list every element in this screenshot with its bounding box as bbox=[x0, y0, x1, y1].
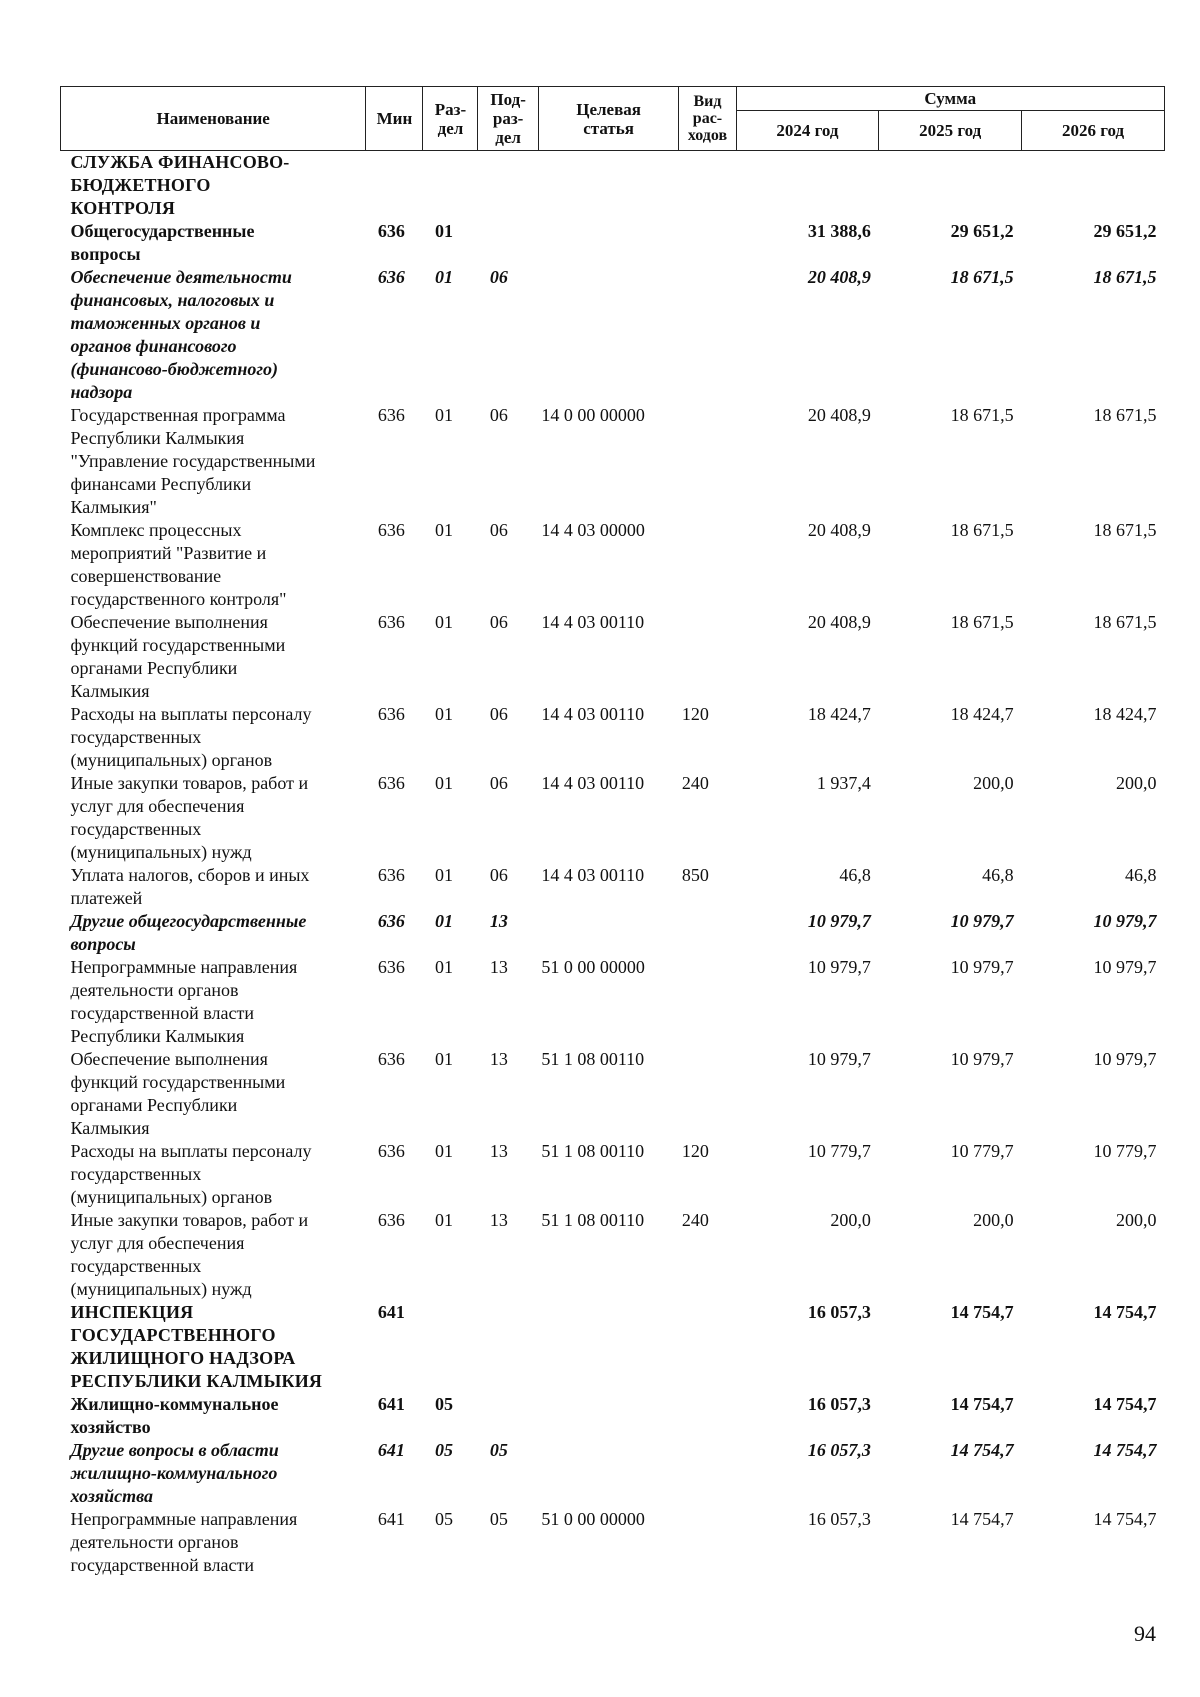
cell-vid-rashodov bbox=[679, 611, 736, 703]
cell-year-2024: 31 388,6 bbox=[807, 221, 871, 241]
cell-celevaya-statya: 51 1 08 00110 bbox=[541, 1049, 645, 1069]
cell-min: 636 bbox=[377, 221, 405, 241]
cell-celevaya-statya bbox=[538, 1393, 679, 1439]
cell-year-2024 bbox=[736, 151, 879, 221]
cell-min: 636 bbox=[377, 1049, 405, 1069]
cell-podrazdel: 06 bbox=[489, 612, 508, 632]
cell-razdel: 01 bbox=[434, 911, 453, 931]
cell-razdel: 01 bbox=[434, 865, 453, 885]
cell-razdel: 01 bbox=[434, 1049, 453, 1069]
cell-min: 641 bbox=[377, 1440, 405, 1460]
cell-razdel: 05 bbox=[434, 1394, 453, 1414]
cell-razdel bbox=[423, 151, 478, 221]
cell-year-2026: 10 779,7 bbox=[1093, 1141, 1157, 1161]
cell-min: 636 bbox=[377, 911, 405, 931]
cell-podrazdel: 13 bbox=[489, 1141, 508, 1161]
header-year-2026: 2026 год bbox=[1022, 111, 1165, 151]
cell-year-2025: 18 671,5 bbox=[950, 612, 1014, 632]
cell-celevaya-statya bbox=[538, 220, 679, 266]
cell-vid-rashodov: 120 bbox=[681, 1141, 709, 1161]
table-row bbox=[61, 519, 1165, 611]
cell-celevaya-statya: 14 4 03 00110 bbox=[541, 773, 645, 793]
cell-podrazdel: 06 bbox=[489, 773, 508, 793]
cell-year-2024: 10 979,7 bbox=[807, 1049, 871, 1069]
cell-year-2026: 18 671,5 bbox=[1093, 267, 1157, 287]
cell-year-2025: 200,0 bbox=[973, 773, 1014, 793]
cell-podrazdel: 05 bbox=[489, 1440, 508, 1460]
cell-year-2025: 200,0 bbox=[973, 1210, 1014, 1230]
cell-name: Иные закупки товаров, работ и услуг для обеспечения государственных (муниципальных) нужд bbox=[70, 773, 309, 862]
table-row bbox=[61, 1140, 1165, 1209]
table-row bbox=[61, 1508, 1165, 1577]
header-vid-rashodov: Вид рас- ходов bbox=[679, 87, 736, 151]
cell-razdel: 01 bbox=[434, 1210, 453, 1230]
cell-year-2026: 14 754,7 bbox=[1093, 1302, 1157, 1322]
table-row bbox=[61, 1301, 1165, 1393]
header-podrazdel: Под- раз- дел bbox=[478, 87, 538, 151]
cell-name: Иные закупки товаров, работ и услуг для обеспечения государственных (муниципальных) нужд bbox=[70, 1210, 309, 1299]
cell-podrazdel: 06 bbox=[489, 267, 508, 287]
cell-celevaya-statya: 14 4 03 00110 bbox=[541, 704, 645, 724]
cell-celevaya-statya: 14 4 03 00110 bbox=[541, 865, 645, 885]
table-row bbox=[61, 404, 1165, 519]
cell-year-2024: 46,8 bbox=[839, 865, 871, 885]
cell-min: 641 bbox=[377, 1394, 405, 1414]
table-row bbox=[61, 220, 1165, 266]
cell-min: 636 bbox=[377, 520, 405, 540]
table-row bbox=[61, 1209, 1165, 1301]
header-razdel: Раз- дел bbox=[423, 87, 478, 151]
cell-vid-rashodov: 240 bbox=[681, 773, 709, 793]
cell-year-2025: 18 424,7 bbox=[950, 704, 1014, 724]
cell-celevaya-statya: 51 1 08 00110 bbox=[541, 1210, 645, 1230]
cell-podrazdel: 13 bbox=[489, 1210, 508, 1230]
cell-name: Государственная программа Республики Калмыкия "Управление государственными финансами Республики Калмыкия" bbox=[70, 405, 316, 517]
cell-min: 636 bbox=[377, 1210, 405, 1230]
table-row bbox=[61, 910, 1165, 956]
cell-year-2024: 10 779,7 bbox=[807, 1141, 871, 1161]
cell-podrazdel: 06 bbox=[489, 405, 508, 425]
cell-razdel: 01 bbox=[434, 405, 453, 425]
cell-podrazdel bbox=[478, 220, 538, 266]
cell-min: 641 bbox=[377, 1509, 405, 1529]
cell-year-2025: 29 651,2 bbox=[950, 221, 1014, 241]
budget-table bbox=[60, 86, 1165, 1577]
cell-celevaya-statya: 51 0 00 00000 bbox=[541, 1509, 645, 1529]
cell-year-2025: 10 979,7 bbox=[950, 1049, 1014, 1069]
cell-min: 636 bbox=[377, 1141, 405, 1161]
cell-vid-rashodov bbox=[679, 266, 736, 404]
cell-min: 636 bbox=[377, 957, 405, 977]
cell-year-2025: 10 979,7 bbox=[950, 911, 1014, 931]
cell-year-2025: 10 979,7 bbox=[950, 957, 1014, 977]
cell-year-2026: 10 979,7 bbox=[1093, 911, 1157, 931]
cell-year-2024: 16 057,3 bbox=[807, 1394, 871, 1414]
table-row bbox=[61, 864, 1165, 910]
cell-vid-rashodov bbox=[679, 1301, 736, 1393]
cell-year-2025: 18 671,5 bbox=[950, 267, 1014, 287]
cell-celevaya-statya: 51 1 08 00110 bbox=[541, 1141, 645, 1161]
cell-razdel: 01 bbox=[434, 221, 453, 241]
header-celevaya-statya: Целевая статья bbox=[538, 87, 679, 151]
cell-year-2024: 16 057,3 bbox=[807, 1302, 871, 1322]
cell-year-2026: 46,8 bbox=[1125, 865, 1157, 885]
header-year-2024: 2024 год bbox=[736, 111, 879, 151]
cell-year-2025 bbox=[879, 151, 1022, 221]
table-row bbox=[61, 611, 1165, 703]
cell-year-2025: 46,8 bbox=[982, 865, 1014, 885]
cell-year-2026: 14 754,7 bbox=[1093, 1440, 1157, 1460]
cell-podrazdel: 06 bbox=[489, 520, 508, 540]
cell-year-2026: 18 671,5 bbox=[1093, 405, 1157, 425]
cell-name: Другие общегосударственные вопросы bbox=[70, 911, 307, 954]
cell-year-2025: 10 779,7 bbox=[950, 1141, 1014, 1161]
cell-name: Обеспечение деятельности финансовых, налоговых и таможенных органов и органов финансового (финансово-бюджетного) надзора bbox=[70, 267, 292, 402]
cell-podrazdel: 13 bbox=[489, 1049, 508, 1069]
cell-year-2024: 20 408,9 bbox=[807, 267, 871, 287]
cell-vid-rashodov bbox=[679, 1393, 736, 1439]
cell-podrazdel: 13 bbox=[489, 911, 508, 931]
cell-name: Другие вопросы в области жилищно-коммунального хозяйства bbox=[70, 1440, 279, 1506]
cell-razdel: 01 bbox=[434, 520, 453, 540]
header-min: Мин bbox=[366, 87, 423, 151]
cell-celevaya-statya bbox=[538, 1301, 679, 1393]
cell-vid-rashodov bbox=[679, 956, 736, 1048]
cell-vid-rashodov: 240 bbox=[681, 1210, 709, 1230]
cell-vid-rashodov bbox=[679, 151, 736, 221]
table-row bbox=[61, 1048, 1165, 1140]
cell-razdel: 05 bbox=[434, 1440, 453, 1460]
cell-name: Расходы на выплаты персоналу государственных (муниципальных) органов bbox=[70, 1141, 312, 1207]
cell-vid-rashodov bbox=[679, 220, 736, 266]
cell-celevaya-statya: 14 4 03 00000 bbox=[541, 520, 645, 540]
cell-year-2026: 18 424,7 bbox=[1093, 704, 1157, 724]
cell-min bbox=[366, 151, 423, 221]
cell-year-2026: 14 754,7 bbox=[1093, 1394, 1157, 1414]
cell-year-2026 bbox=[1022, 151, 1165, 221]
header-year-2025: 2025 год bbox=[879, 111, 1022, 151]
cell-year-2026: 29 651,2 bbox=[1093, 221, 1157, 241]
cell-year-2024: 20 408,9 bbox=[807, 405, 871, 425]
cell-vid-rashodov bbox=[679, 1048, 736, 1140]
cell-year-2026: 14 754,7 bbox=[1093, 1509, 1157, 1529]
cell-name: Непрограммные направления деятельности органов государственной власти Республики Калмыкия bbox=[70, 957, 298, 1046]
cell-year-2024: 20 408,9 bbox=[807, 612, 871, 632]
cell-vid-rashodov bbox=[679, 404, 736, 519]
cell-celevaya-statya bbox=[538, 151, 679, 221]
cell-celevaya-statya: 14 4 03 00110 bbox=[541, 612, 645, 632]
cell-razdel: 01 bbox=[434, 773, 453, 793]
table-body bbox=[61, 151, 1165, 1578]
cell-min: 636 bbox=[377, 612, 405, 632]
table-row bbox=[61, 772, 1165, 864]
cell-razdel: 01 bbox=[434, 957, 453, 977]
cell-celevaya-statya bbox=[538, 910, 679, 956]
cell-year-2024: 200,0 bbox=[830, 1210, 871, 1230]
cell-name: Общегосударственные вопросы bbox=[70, 221, 255, 264]
table-row bbox=[61, 1393, 1165, 1439]
cell-podrazdel: 13 bbox=[489, 957, 508, 977]
cell-min: 636 bbox=[377, 267, 405, 287]
cell-name: Обеспечение выполнения функций государственными органами Республики Калмыкия bbox=[70, 1049, 286, 1138]
cell-min: 641 bbox=[377, 1302, 405, 1322]
cell-year-2025: 14 754,7 bbox=[950, 1302, 1014, 1322]
cell-min: 636 bbox=[377, 405, 405, 425]
cell-razdel: 01 bbox=[434, 1141, 453, 1161]
cell-vid-rashodov: 850 bbox=[681, 865, 709, 885]
page-number: 94 bbox=[1134, 1621, 1156, 1646]
cell-year-2024: 1 937,4 bbox=[816, 773, 871, 793]
cell-year-2026: 10 979,7 bbox=[1093, 1049, 1157, 1069]
cell-name: ИНСПЕКЦИЯ ГОСУДАРСТВЕННОГО ЖИЛИЩНОГО НАДЗОРА РЕСПУБЛИКИ КАЛМЫКИЯ bbox=[70, 1302, 323, 1391]
cell-name: СЛУЖБА ФИНАНСОВО- БЮДЖЕТНОГО КОНТРОЛЯ bbox=[70, 152, 290, 218]
table-header bbox=[61, 87, 1165, 151]
cell-vid-rashodov: 120 bbox=[681, 704, 709, 724]
cell-year-2026: 200,0 bbox=[1116, 773, 1157, 793]
cell-podrazdel bbox=[478, 151, 538, 221]
table-row bbox=[61, 151, 1165, 221]
cell-name: Уплата налогов, сборов и иных платежей bbox=[70, 865, 310, 908]
cell-year-2025: 18 671,5 bbox=[950, 520, 1014, 540]
cell-vid-rashodov bbox=[679, 1508, 736, 1577]
cell-podrazdel bbox=[478, 1301, 538, 1393]
cell-razdel: 01 bbox=[434, 267, 453, 287]
cell-celevaya-statya: 51 0 00 00000 bbox=[541, 957, 645, 977]
cell-year-2026: 18 671,5 bbox=[1093, 520, 1157, 540]
cell-year-2024: 10 979,7 bbox=[807, 911, 871, 931]
table-row bbox=[61, 1439, 1165, 1508]
cell-razdel: 05 bbox=[434, 1509, 453, 1529]
cell-razdel bbox=[423, 1301, 478, 1393]
cell-year-2024: 16 057,3 bbox=[807, 1440, 871, 1460]
cell-year-2025: 14 754,7 bbox=[950, 1440, 1014, 1460]
table-row bbox=[61, 266, 1165, 404]
cell-year-2026: 200,0 bbox=[1116, 1210, 1157, 1230]
cell-celevaya-statya: 14 0 00 00000 bbox=[541, 405, 645, 425]
cell-podrazdel bbox=[478, 1393, 538, 1439]
cell-name: Обеспечение выполнения функций государственными органами Республики Калмыкия bbox=[70, 612, 286, 701]
cell-year-2025: 18 671,5 bbox=[950, 405, 1014, 425]
cell-razdel: 01 bbox=[434, 612, 453, 632]
cell-year-2025: 14 754,7 bbox=[950, 1509, 1014, 1529]
header-name: Наименование bbox=[61, 87, 366, 151]
cell-min: 636 bbox=[377, 704, 405, 724]
cell-year-2024: 16 057,3 bbox=[807, 1509, 871, 1529]
cell-name: Расходы на выплаты персоналу государственных (муниципальных) органов bbox=[70, 704, 312, 770]
cell-year-2026: 18 671,5 bbox=[1093, 612, 1157, 632]
cell-year-2024: 18 424,7 bbox=[807, 704, 871, 724]
cell-vid-rashodov bbox=[679, 1439, 736, 1508]
table-row bbox=[61, 703, 1165, 772]
cell-podrazdel: 06 bbox=[489, 865, 508, 885]
table-row bbox=[61, 956, 1165, 1048]
cell-year-2024: 20 408,9 bbox=[807, 520, 871, 540]
cell-year-2024: 10 979,7 bbox=[807, 957, 871, 977]
cell-vid-rashodov bbox=[679, 910, 736, 956]
cell-celevaya-statya bbox=[538, 1439, 679, 1508]
cell-razdel: 01 bbox=[434, 704, 453, 724]
cell-year-2026: 10 979,7 bbox=[1093, 957, 1157, 977]
cell-celevaya-statya bbox=[538, 266, 679, 404]
cell-name: Непрограммные направления деятельности органов государственной власти bbox=[70, 1509, 298, 1575]
header-summa: Сумма bbox=[736, 87, 1164, 111]
cell-podrazdel: 05 bbox=[489, 1509, 508, 1529]
cell-year-2025: 14 754,7 bbox=[950, 1394, 1014, 1414]
cell-min: 636 bbox=[377, 773, 405, 793]
cell-podrazdel: 06 bbox=[489, 704, 508, 724]
cell-name: Жилищно-коммунальное хозяйство bbox=[70, 1394, 279, 1437]
cell-vid-rashodov bbox=[679, 519, 736, 611]
cell-name: Комплекс процессных мероприятий "Развитие и совершенствование государственного контроля" bbox=[70, 520, 287, 609]
cell-min: 636 bbox=[377, 865, 405, 885]
